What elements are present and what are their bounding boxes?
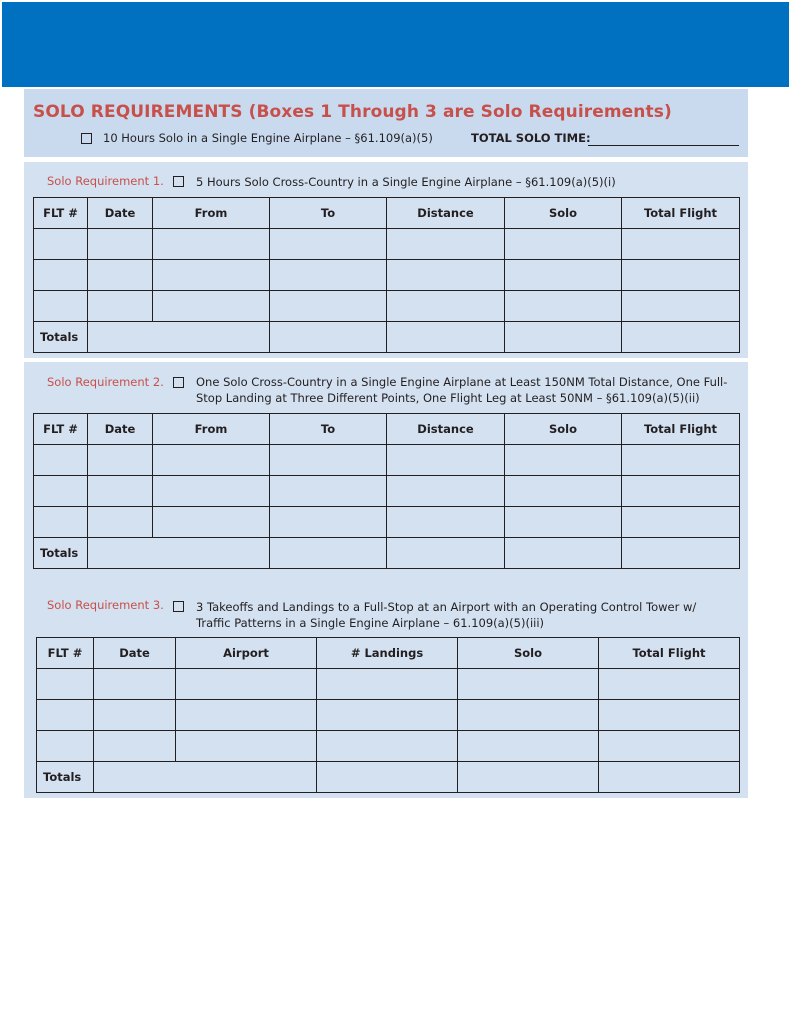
column-header-landings: # Landings xyxy=(317,638,458,669)
solo-cell[interactable] xyxy=(505,229,622,260)
totals-spacer xyxy=(94,762,176,793)
solo-cell[interactable] xyxy=(505,291,622,322)
column-header-solo: Solo xyxy=(458,638,599,669)
totals-row xyxy=(37,762,740,793)
requirement-2-description-line-1: One Solo Cross-Country in a Single Engine Airplane at Least 150NM Total Distance, One Full- xyxy=(196,375,728,389)
column-header-airport: Airport xyxy=(176,638,317,669)
column-header-date: Date xyxy=(88,198,153,229)
solo-10-hours-checkbox[interactable] xyxy=(81,133,92,144)
flt-cell[interactable] xyxy=(34,229,88,260)
totals-from-cell[interactable] xyxy=(153,322,270,353)
solo-requirement-2-3-section xyxy=(24,362,748,798)
flt-cell[interactable] xyxy=(37,700,94,731)
totals-from-cell[interactable] xyxy=(153,538,270,569)
totals-spacer xyxy=(88,322,153,353)
totals-label: Totals xyxy=(34,322,88,353)
total-flight-cell[interactable] xyxy=(622,476,740,507)
column-header-to: To xyxy=(270,414,387,445)
flt-cell[interactable] xyxy=(34,291,88,322)
requirement-1-table xyxy=(33,197,740,353)
flt-cell[interactable] xyxy=(34,476,88,507)
requirement-3-table xyxy=(36,637,740,793)
solo-cell[interactable] xyxy=(458,700,599,731)
totals-solo-cell[interactable] xyxy=(505,322,622,353)
to-cell[interactable] xyxy=(270,229,387,260)
column-header-to: To xyxy=(270,198,387,229)
requirement-2-table xyxy=(33,413,740,569)
totals-row xyxy=(34,322,740,353)
column-header-from: From xyxy=(153,198,270,229)
date-cell[interactable] xyxy=(88,291,153,322)
solo-10-hours-text: 10 Hours Solo in a Single Engine Airplane – §61.109(a)(5) xyxy=(103,131,433,145)
totals-row xyxy=(34,538,740,569)
top-banner xyxy=(2,2,789,87)
column-header-flt: FLT # xyxy=(34,414,88,445)
to-cell[interactable] xyxy=(270,476,387,507)
totals-airport-cell[interactable] xyxy=(176,762,317,793)
table-row xyxy=(34,291,740,322)
totals-total-flight-cell[interactable] xyxy=(599,762,740,793)
requirement-1-checkbox[interactable] xyxy=(173,176,184,187)
column-header-total-flight: Total Flight xyxy=(599,638,740,669)
solo-requirement-1-section xyxy=(24,162,748,358)
from-cell[interactable] xyxy=(153,260,270,291)
table-row xyxy=(34,507,740,538)
from-cell[interactable] xyxy=(153,476,270,507)
column-header-distance: Distance xyxy=(387,414,505,445)
total-flight-cell[interactable] xyxy=(622,229,740,260)
table-row xyxy=(37,669,740,700)
requirement-3-description-line-1: 3 Takeoffs and Landings to a Full-Stop at an Airport with an Operating Control Tower w/ xyxy=(196,600,697,614)
totals-solo-cell[interactable] xyxy=(458,762,599,793)
requirement-2-checkbox[interactable] xyxy=(173,377,184,388)
totals-to-cell[interactable] xyxy=(270,322,387,353)
date-cell[interactable] xyxy=(88,507,153,538)
to-cell[interactable] xyxy=(270,260,387,291)
solo-requirements-header xyxy=(24,89,748,157)
to-cell[interactable] xyxy=(270,291,387,322)
total-solo-time-field[interactable] xyxy=(588,133,739,146)
solo-cell[interactable] xyxy=(458,669,599,700)
date-cell[interactable] xyxy=(94,700,176,731)
solo-cell[interactable] xyxy=(505,507,622,538)
totals-solo-cell[interactable] xyxy=(505,538,622,569)
table-row xyxy=(37,731,740,762)
airport-cell[interactable] xyxy=(176,669,317,700)
total-flight-cell[interactable] xyxy=(599,669,740,700)
column-header-solo: Solo xyxy=(505,198,622,229)
totals-total-flight-cell[interactable] xyxy=(622,322,740,353)
total-solo-time-label: TOTAL SOLO TIME: xyxy=(471,131,591,145)
distance-cell[interactable] xyxy=(387,229,505,260)
column-header-solo: Solo xyxy=(505,414,622,445)
flt-cell[interactable] xyxy=(37,669,94,700)
column-header-date: Date xyxy=(88,414,153,445)
distance-cell[interactable] xyxy=(387,507,505,538)
requirement-3-checkbox[interactable] xyxy=(173,601,184,612)
requirement-1-label: Solo Requirement 1. xyxy=(47,174,164,188)
flt-cell[interactable] xyxy=(34,260,88,291)
date-cell[interactable] xyxy=(88,445,153,476)
to-cell[interactable] xyxy=(270,445,387,476)
date-cell[interactable] xyxy=(94,731,176,762)
flt-cell[interactable] xyxy=(34,507,88,538)
column-header-from: From xyxy=(153,414,270,445)
column-header-flt: FLT # xyxy=(34,198,88,229)
table-row xyxy=(34,229,740,260)
airport-cell[interactable] xyxy=(176,700,317,731)
landings-cell[interactable] xyxy=(317,700,458,731)
distance-cell[interactable] xyxy=(387,476,505,507)
table-row xyxy=(34,260,740,291)
requirement-3-description-line-2: Traffic Patterns in a Single Engine Airplane – 61.109(a)(5)(iii) xyxy=(196,616,545,630)
from-cell[interactable] xyxy=(153,507,270,538)
total-flight-cell[interactable] xyxy=(622,445,740,476)
solo-cell[interactable] xyxy=(505,445,622,476)
totals-label: Totals xyxy=(34,538,88,569)
column-header-total-flight: Total Flight xyxy=(622,414,740,445)
solo-cell[interactable] xyxy=(505,476,622,507)
table-row xyxy=(34,476,740,507)
from-cell[interactable] xyxy=(153,229,270,260)
total-flight-cell[interactable] xyxy=(599,731,740,762)
column-header-date: Date xyxy=(94,638,176,669)
requirement-2-label: Solo Requirement 2. xyxy=(47,375,164,389)
column-header-total-flight: Total Flight xyxy=(622,198,740,229)
flt-cell[interactable] xyxy=(34,445,88,476)
totals-landings-cell[interactable] xyxy=(317,762,458,793)
airport-cell[interactable] xyxy=(176,731,317,762)
date-cell[interactable] xyxy=(88,476,153,507)
requirement-3-label: Solo Requirement 3. xyxy=(47,598,164,612)
total-flight-cell[interactable] xyxy=(622,507,740,538)
landings-cell[interactable] xyxy=(317,731,458,762)
total-flight-cell[interactable] xyxy=(599,700,740,731)
totals-distance-cell[interactable] xyxy=(387,322,505,353)
landings-cell[interactable] xyxy=(317,669,458,700)
requirement-2-description-line-2: Stop Landing at Three Different Points, One Flight Leg at Least 50NM – §61.109(a)(5)(ii) xyxy=(196,391,700,405)
requirement-1-description: 5 Hours Solo Cross-Country in a Single Engine Airplane – §61.109(a)(5)(i) xyxy=(196,175,616,189)
totals-to-cell[interactable] xyxy=(270,538,387,569)
distance-cell[interactable] xyxy=(387,260,505,291)
table-row xyxy=(37,700,740,731)
totals-spacer xyxy=(88,538,153,569)
flt-cell[interactable] xyxy=(37,731,94,762)
column-header-distance: Distance xyxy=(387,198,505,229)
date-cell[interactable] xyxy=(94,669,176,700)
totals-distance-cell[interactable] xyxy=(387,538,505,569)
column-header-flt: FLT # xyxy=(37,638,94,669)
total-flight-cell[interactable] xyxy=(622,291,740,322)
from-cell[interactable] xyxy=(153,445,270,476)
distance-cell[interactable] xyxy=(387,291,505,322)
solo-cell[interactable] xyxy=(458,731,599,762)
date-cell[interactable] xyxy=(88,260,153,291)
totals-total-flight-cell[interactable] xyxy=(622,538,740,569)
to-cell[interactable] xyxy=(270,507,387,538)
solo-cell[interactable] xyxy=(505,260,622,291)
distance-cell[interactable] xyxy=(387,445,505,476)
from-cell[interactable] xyxy=(153,291,270,322)
totals-label: Totals xyxy=(37,762,94,793)
total-flight-cell[interactable] xyxy=(622,260,740,291)
date-cell[interactable] xyxy=(88,229,153,260)
table-row xyxy=(34,445,740,476)
section-title: SOLO REQUIREMENTS (Boxes 1 Through 3 are Solo Requirements) xyxy=(33,102,672,122)
